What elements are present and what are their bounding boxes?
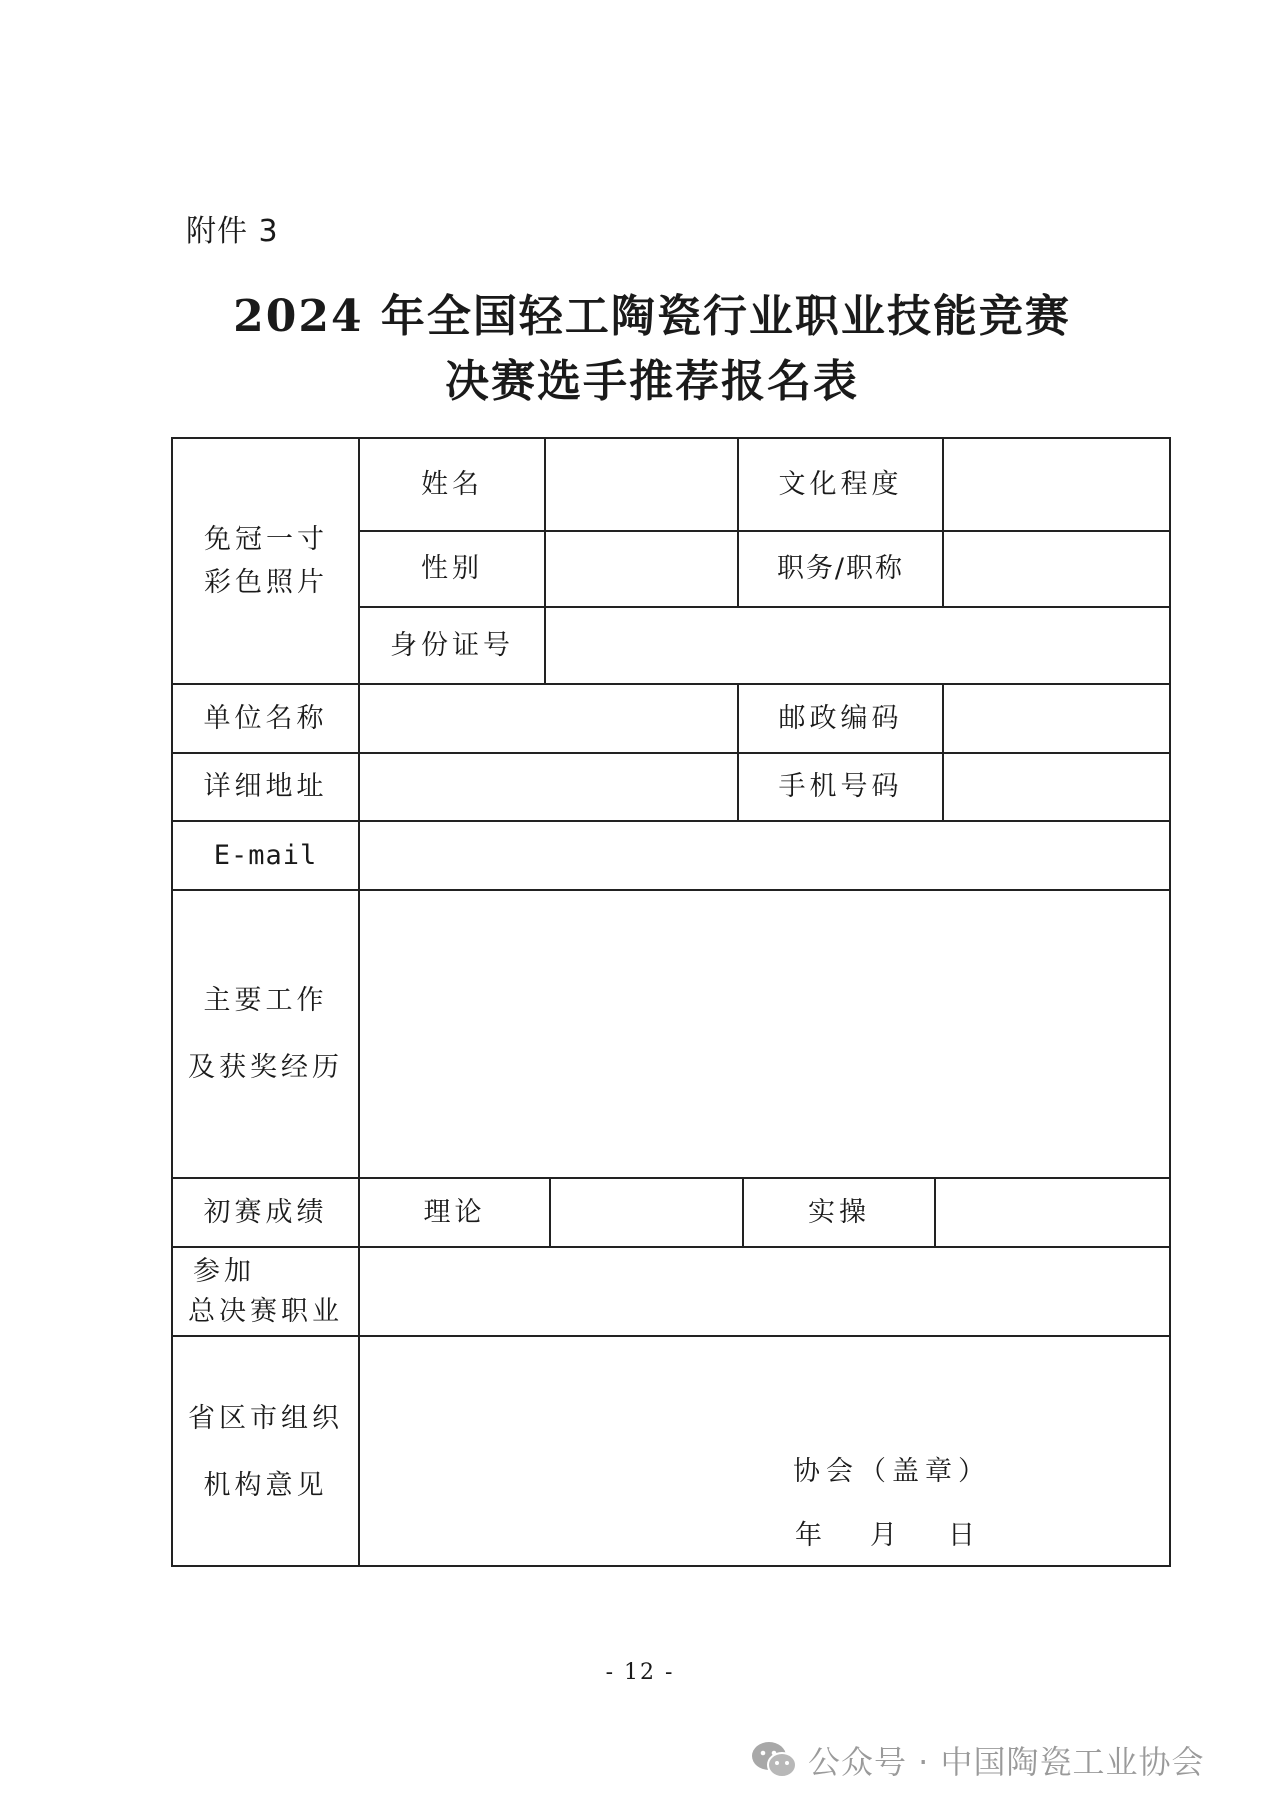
photo-label-line1: 免冠一寸	[204, 523, 328, 555]
postcode-field[interactable]	[944, 685, 1171, 752]
practice-score-field[interactable]	[936, 1179, 1171, 1246]
attachment-label: 附件 3	[186, 214, 279, 249]
name-label: 姓名	[421, 468, 483, 500]
theory-label: 理论	[423, 1196, 486, 1228]
opinion-label-line2: 机构意见	[203, 1470, 328, 1501]
gender-field[interactable]	[546, 532, 737, 606]
opinion-field[interactable]	[360, 1337, 1171, 1567]
form-title-line2: 决赛选手推荐报名表	[445, 356, 859, 407]
id-number-field[interactable]	[546, 608, 1171, 683]
email-label: E-mail	[213, 839, 318, 871]
seal-text: 协会（盖章）	[793, 1456, 991, 1487]
theory-score-field[interactable]	[551, 1179, 742, 1246]
prelim-score-label: 初赛成绩	[203, 1196, 328, 1228]
address-field[interactable]	[360, 754, 737, 820]
education-field[interactable]	[944, 439, 1171, 530]
experience-label-line1: 主要工作	[203, 984, 328, 1016]
page-number: - 12 -	[605, 1660, 675, 1685]
final-occupation-line1: 参加	[193, 1256, 255, 1288]
id-number-label: 身份证号	[390, 629, 514, 661]
photo-placeholder[interactable]	[173, 439, 359, 683]
unit-name-label: 单位名称	[203, 702, 328, 734]
postcode-label: 邮政编码	[778, 702, 903, 734]
date-month: 月	[870, 1520, 897, 1551]
form-title-line1: 2024 年全国轻工陶瓷行业职业技能竞赛	[233, 291, 1071, 342]
photo-label-line2: 彩色照片	[204, 567, 328, 598]
opinion-label	[173, 1337, 358, 1567]
registration-form	[171, 437, 1171, 1567]
date-year: 年	[795, 1520, 822, 1551]
position-field[interactable]	[944, 532, 1171, 606]
phone-label: 手机号码	[778, 771, 903, 803]
name-field[interactable]	[546, 439, 737, 530]
practice-label: 实操	[808, 1196, 870, 1228]
experience-field[interactable]	[360, 891, 1171, 1177]
opinion-label-line1: 省区市组织	[188, 1402, 343, 1434]
final-occupation-field[interactable]	[360, 1248, 1171, 1335]
email-field[interactable]	[360, 822, 1171, 889]
address-label: 详细地址	[203, 771, 328, 803]
final-occupation-label	[173, 1248, 358, 1335]
education-label: 文化程度	[778, 468, 903, 500]
gender-label: 性别	[421, 553, 483, 585]
final-occupation-line2: 总决赛职业	[188, 1295, 343, 1327]
watermark	[750, 1738, 1205, 1782]
experience-label	[173, 891, 358, 1177]
unit-name-field[interactable]	[360, 685, 737, 752]
experience-label-line2: 及获奖经历	[188, 1052, 343, 1083]
phone-field[interactable]	[944, 754, 1171, 820]
position-label: 职务/职称	[776, 553, 905, 585]
watermark-text: 公众号 · 中国陶瓷工业协会	[808, 1743, 1205, 1781]
wechat-icon	[750, 1740, 798, 1780]
date-day: 日	[948, 1520, 975, 1551]
